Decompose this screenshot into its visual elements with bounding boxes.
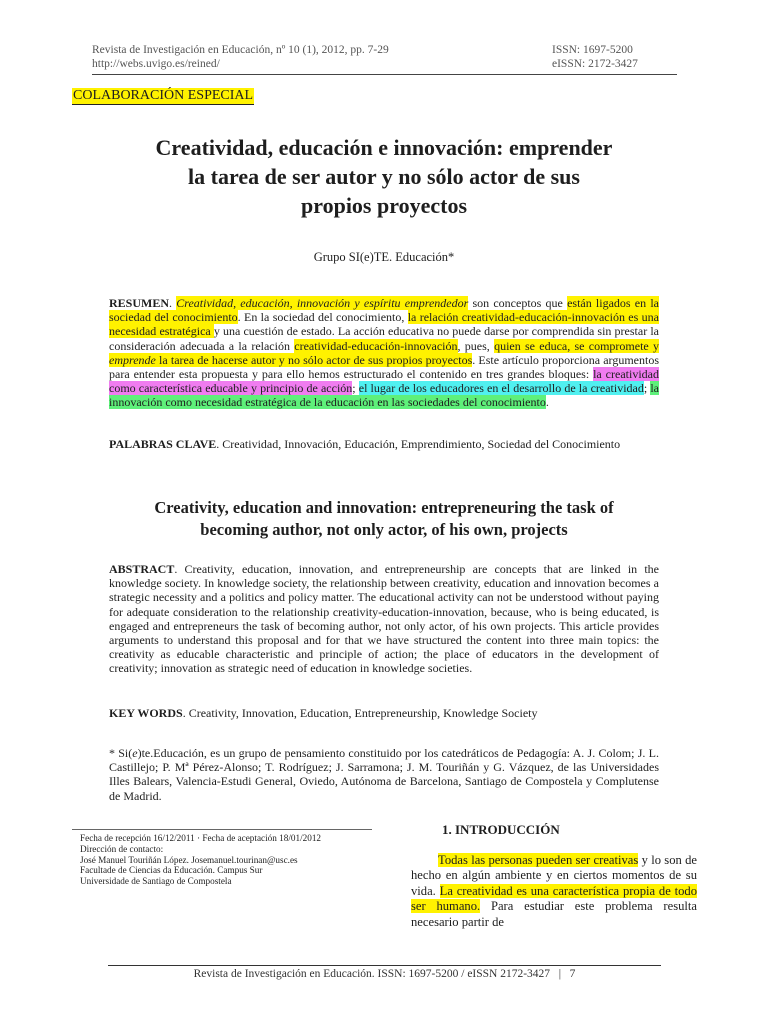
resumen-text-2: son conceptos que	[468, 296, 568, 310]
resumen-highlight-3: están ligados en la sociedad del conocimiento	[109, 296, 659, 325]
author: Grupo SI(e)TE. Educación*	[313, 250, 455, 264]
eissn: eISSN: 2172-3427	[552, 58, 638, 70]
resumen-text-10: . Este artículo proporciona argumentos para entender esta propuesta y para ello hemos estructurado el contenido en tres grandes bloques:	[109, 352, 659, 382]
intro-text-2: y lo son de hecho en algún ambiente y en ciertos momentos de su vida.	[411, 853, 697, 898]
resumen-text-12: ;	[352, 381, 359, 396]
group-footnote	[109, 746, 659, 803]
resumen-highlight-15: la innovación como necesidad estratégica de la educación en las sociedades del conocimiento	[109, 381, 660, 410]
footer-journal: Revista de Investigación en Educación. ISSN: 1697-5200 / eISSN 2172-3427	[193, 968, 551, 980]
article-title-es	[84, 133, 684, 220]
abstract-paragraph	[109, 562, 659, 676]
key-words	[109, 706, 659, 720]
key-words-label: KEY WORDS	[109, 706, 183, 720]
resumen-highlight-9a: quien se educa, se compromete y	[494, 338, 660, 353]
page-number: 7	[569, 968, 576, 980]
contact-label: Dirección de contacto:	[80, 843, 164, 854]
page-footer	[108, 968, 661, 980]
resumen-text-14: ;	[643, 381, 651, 396]
issn: ISSN: 1697-5200	[552, 44, 633, 56]
group-footnote-c: )te.Educación	[137, 746, 204, 760]
group-footnote-a: * Si(	[109, 746, 133, 760]
intro-paragraph	[411, 853, 697, 930]
header-rule	[92, 74, 677, 75]
resumen-highlight-1: Creatividad, educación, innovación y espíritu emprendedor	[176, 296, 469, 310]
article-title-en	[84, 497, 684, 541]
section-label: COLABORACIÓN ESPECIAL	[73, 88, 254, 103]
resumen-highlight-13: el lugar de los educadores en el desarrollo de la creatividad	[358, 381, 644, 396]
journal-citation: Revista de Investigación en Educación, nº 10 (1), 2012, pp. 7-29	[92, 44, 389, 56]
journal-url[interactable]: http://webs.uvigo.es/reined/	[92, 58, 220, 70]
intro-highlight-1: Todas las personas pueden ser creativas	[438, 853, 639, 867]
resumen-text-4: . En la sociedad del conocimiento,	[237, 310, 408, 325]
palabras-clave-label: PALABRAS CLAVE	[109, 437, 217, 451]
title-es-line-1: Creatividad, educación e innovación: emprender	[155, 135, 613, 160]
resumen-highlight-9b: emprende	[109, 352, 156, 367]
footnote-rule	[72, 829, 372, 830]
title-es-line-3: propios proyectos	[300, 193, 468, 218]
reception-dates: Fecha de recepción 16/12/2011 · Fecha de aceptación 18/01/2012	[80, 833, 322, 843]
resumen-highlight-11: la creatividad como característica educable y principio de acción	[109, 367, 659, 396]
group-footnote-d: , es un grupo de pensamiento constituido por los catedráticos de Pedagogía: A. J. Colom; J. L. Castillejo; P. Mª Pérez-Alonso; T. Rodríguez; J. Sarramona; J. M. Touriñán y G. Vázquez, de las Universidades Illes Balears, Valencia-Estudi General, Oviedo, Autónoma de Barcelona, Santiago de Compostela y Complutense de Madrid.	[109, 746, 659, 803]
footer-rule	[108, 965, 661, 966]
contact-faculty: Facultade de Ciencias da Educación. Campus Sur	[80, 865, 263, 876]
title-es-line-2: la tarea de ser autor y no sólo actor de sus	[188, 164, 580, 189]
footer-separator: |	[558, 968, 561, 980]
palabras-clave-text: . Creatividad, Innovación, Educación, Emprendimiento, Sociedad del Conocimiento	[216, 437, 621, 451]
resumen-highlight-5: la relación creatividad-educación-innovación es una necesidad estratégica	[109, 310, 659, 339]
group-footnote-b: e	[132, 746, 138, 760]
resumen-text-6: y una cuestión de estado. La acción educativa no puede darse por comprendida sin prestar la consideración adecuada a la relación	[109, 324, 659, 353]
intro-highlight-3: La creatividad es una característica propia de todo ser humano.	[411, 883, 697, 914]
resumen-text-16: .	[545, 395, 549, 410]
key-words-text: . Creativity, Innovation, Education, Entrepreneurship, Knowledge Society	[182, 706, 538, 720]
contact-person[interactable]: José Manuel Touriñán López. Josemanuel.tourinan@usc.es	[80, 854, 298, 865]
section-heading-introduccion: 1. INTRODUCCIÓN	[442, 822, 560, 837]
resumen-highlight-9c: la tarea de hacerse autor y no sólo actor de sus propios proyectos	[155, 352, 473, 367]
resumen-paragraph: RESUMEN. Creatividad, educación, innovación y espíritu emprendedor son conceptos que están ligados en la sociedad del conocimiento. En la sociedad del conocimiento, la relación creatividad-educación-innovación es una necesidad estratégica y una cuestión de estado. La acción educativa no puede darse por comprendida sin prestar la consideración adecuada a la relación creatividad-educación-innovación, pues, quien se educa, se compromete y emprende la tarea de hacerse autor y no sólo actor de sus propios proyectos. Este artículo proporciona argumentos para entender esta propuesta y para ello hemos estructurado el contenido en tres grandes bloques: la creatividad como característica educable y principio de acción; el lugar de los educadores en el desarrollo de la creatividad; la innovación como necesidad estratégica de la educación en las sociedades del conocimiento.	[109, 296, 660, 410]
contact-university: Universidade de Santiago de Compostela	[80, 876, 232, 887]
abstract-label: ABSTRACT	[109, 562, 175, 576]
resumen-text-8: , pues,	[457, 338, 495, 353]
resumen-label: RESUMEN	[109, 296, 170, 310]
intro-text-4: Para estudiar este problema resulta necesario partir de	[411, 899, 697, 929]
title-en-line-2: becoming author, not only actor, of his own, projects	[200, 520, 568, 539]
palabras-clave	[109, 437, 659, 451]
title-en-line-1: Creativity, education and innovation: entrepreneuring the task of	[154, 498, 614, 517]
resumen-highlight-7: creatividad-educación-innovación	[294, 338, 458, 353]
abstract-text: . Creativity, education, innovation, and entrepreneurship are concepts that are linked in the knowledge society. In knowledge society, the relationship between creativity, education and innovation becomes a strategic necessity and a politics and policy matter. The educational activity can not be understood without paying for adequate consideration to the relationship creativity-education-innovation, because, who is being educated, is engaged and entrepreneurs the task of becoming author, not only actor, of his own projects. This article provides arguments to understand this proposal and for that we have structured the content into three main topics: the creativity as educable characteristic and principle of action; the place of educators in the development of creativity; innovation as strategic need of education in knowledge societies.	[109, 562, 659, 676]
reception-note	[80, 833, 380, 887]
